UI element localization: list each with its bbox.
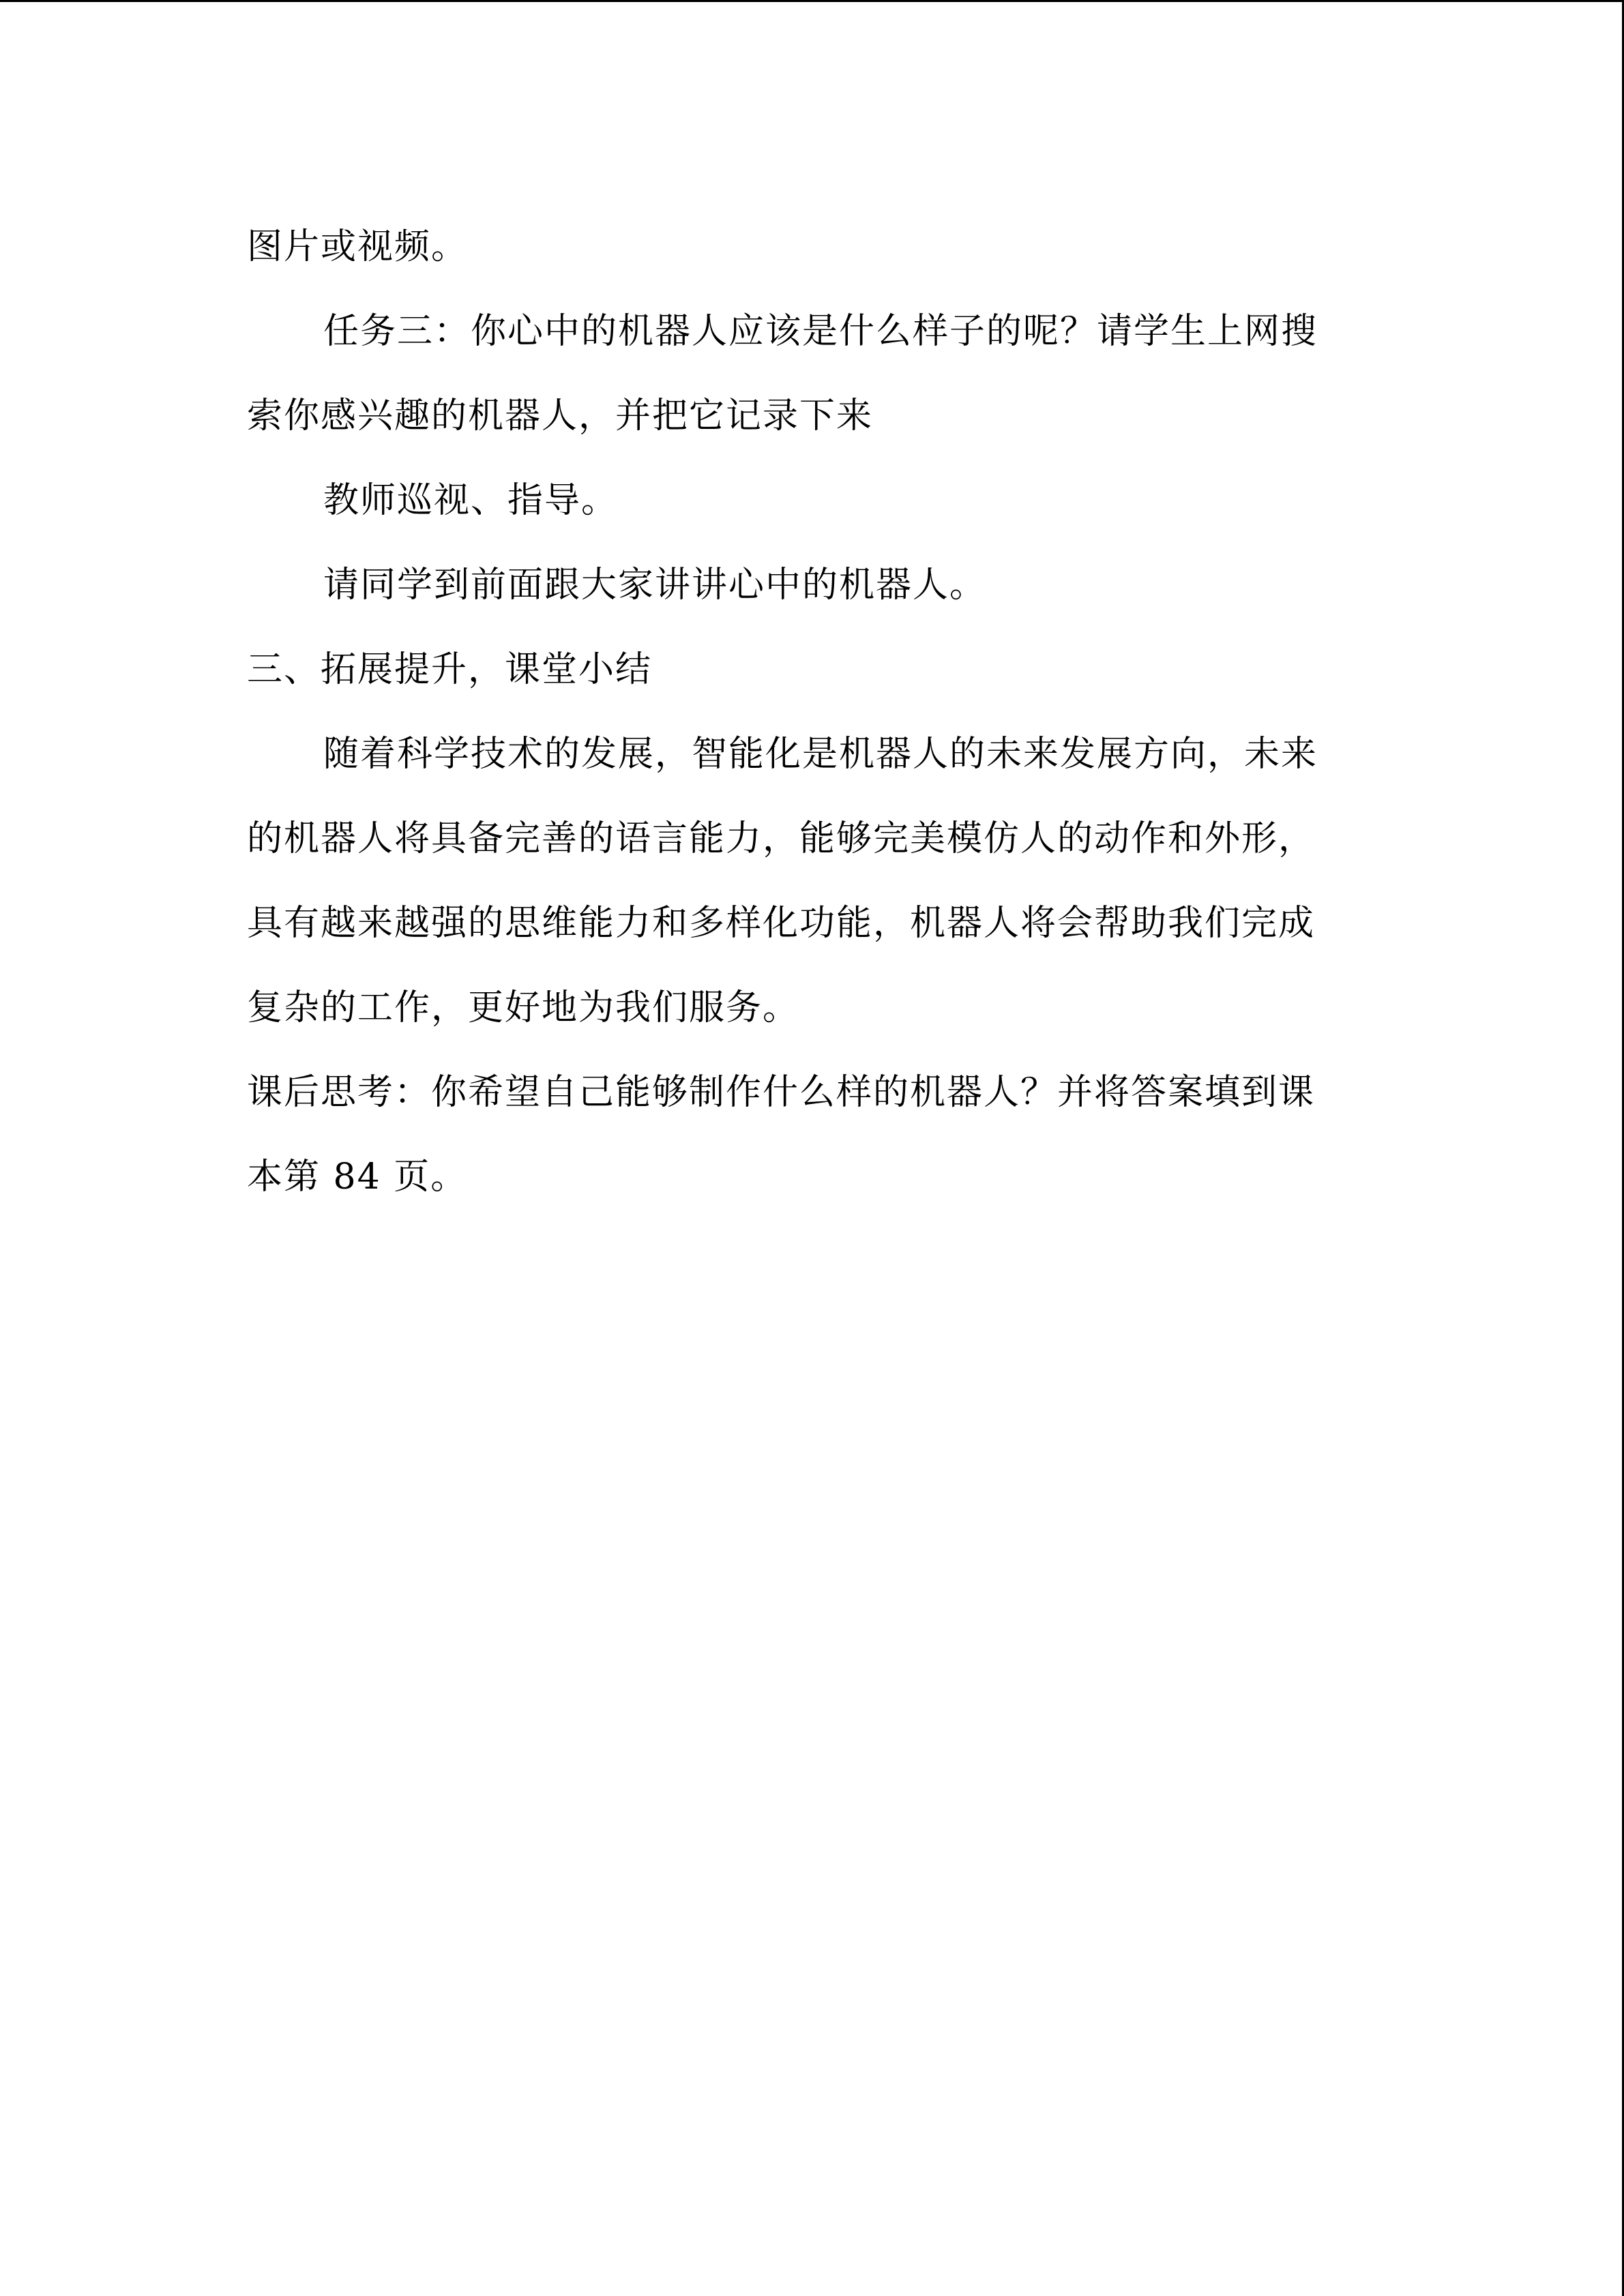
homework-line-1: 课后思考：你希望自己能够制作什么样的机器人？并将答案填到课 [247,1072,1316,1113]
teacher-patrol-line: 教师巡视、指导。 [323,480,619,521]
summary-line-2: 的机器人将具备完善的语言能力，能够完美模仿人的动作和外形， [247,818,1316,859]
paragraph-line-1: 图片或视频。 [247,226,469,267]
task-three-line-1: 任务三：你心中的机器人应该是什么样子的呢？请学生上网搜 [323,311,1318,352]
section-heading: 三、拓展提升，课堂小结 [247,649,653,690]
summary-line-3: 具有越来越强的思维能力和多样化功能，机器人将会帮助我们完成 [247,903,1316,944]
task-three-line-2: 索你感兴趣的机器人，并把它记录下来 [247,396,874,436]
summary-line-1: 随着科学技术的发展，智能化是机器人的未来发展方向，未来 [323,734,1318,775]
document-body [247,205,1365,1219]
page-top-border [0,0,1624,2]
summary-line-4: 复杂的工作，更好地为我们服务。 [247,987,800,1028]
student-presentation-line: 请同学到前面跟大家讲讲心中的机器人。 [323,565,987,606]
homework-line-2: 本第 84 页。 [247,1157,468,1197]
